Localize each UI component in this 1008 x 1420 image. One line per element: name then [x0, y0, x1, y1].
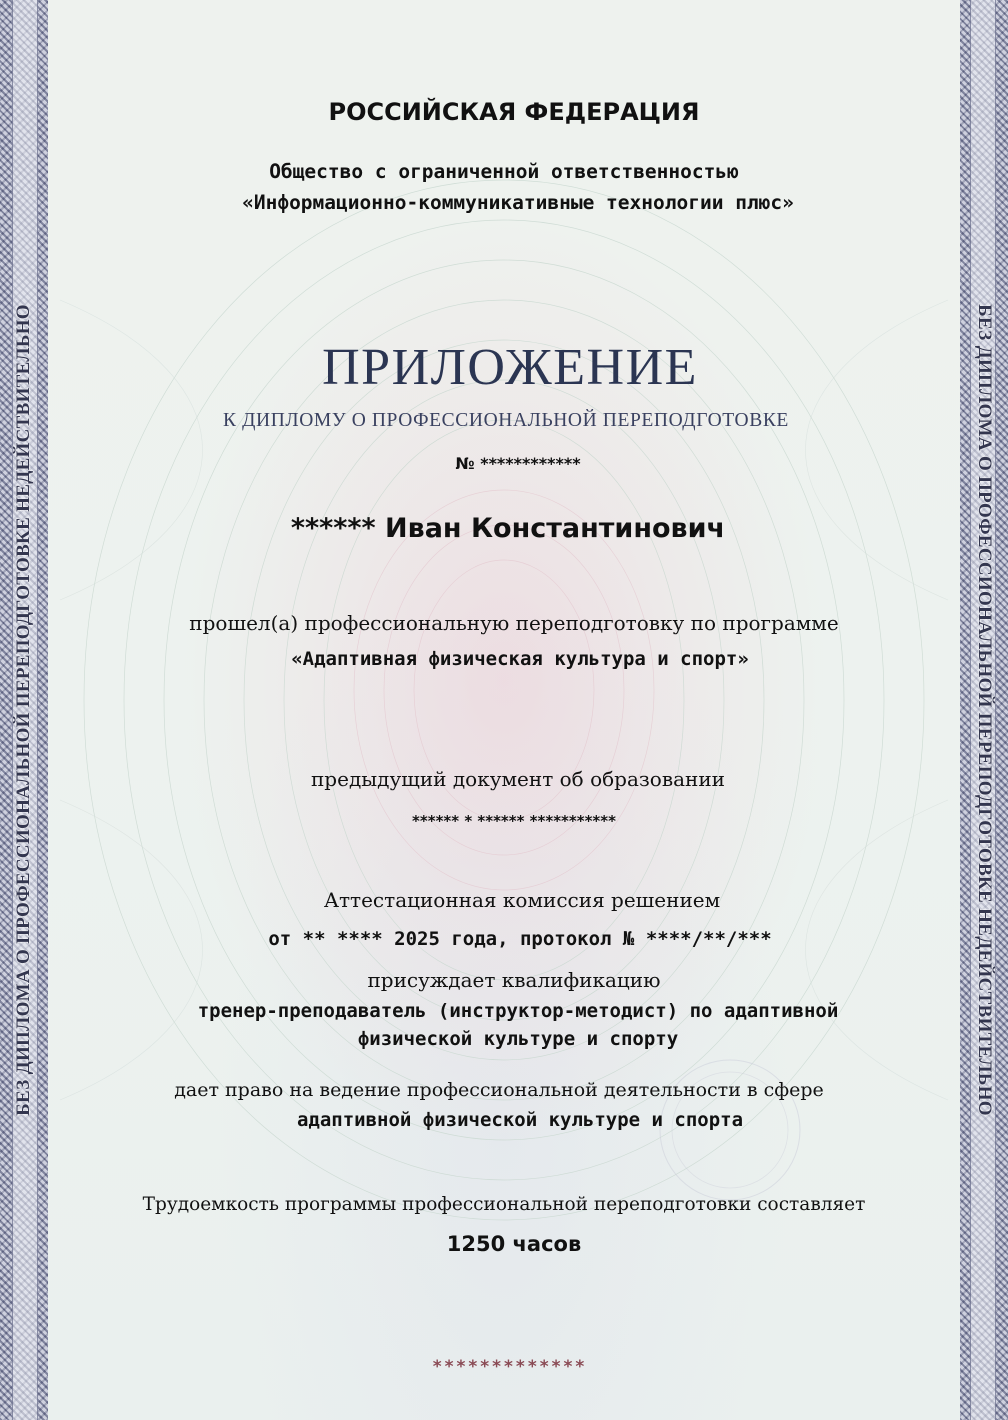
- program-name: «Адаптивная физическая культура и спорт»: [291, 648, 749, 670]
- labor-intensity-label: Трудоемкость программы профессиональной переподготовки составляет: [142, 1194, 866, 1215]
- qualification-award-label: присуждает квалификацию: [367, 968, 661, 992]
- commission-decision: от ** **** 2025 года, протокол № ****/**/***: [268, 928, 772, 950]
- organization-line-1: Общество с ограниченной ответственностью: [269, 160, 739, 183]
- right-border-text: БЕЗ ДИПЛОМА О ПРОФЕССИОНАЛЬНОЙ ПЕРЕПОДГОТОВКЕ НЕДЕЙСТВИТЕЛЬНО: [974, 304, 995, 1116]
- commission-label: Аттестационная комиссия решением: [323, 888, 721, 912]
- rights-sphere: адаптивной физической культуре и спорта: [296, 1109, 744, 1131]
- country-heading: РОССИЙСКАЯ ФЕДЕРАЦИЯ: [328, 98, 700, 126]
- qualification-line-1: тренер-преподаватель (инструктор-методист) по адаптивной: [197, 1000, 839, 1022]
- qualification-line-2: физической культуре и спорту: [357, 1028, 679, 1050]
- document-title: ПРИЛОЖЕНИЕ: [322, 339, 698, 396]
- document-number: № ************: [455, 454, 581, 473]
- holder-name: ****** Иван Константинович: [290, 513, 726, 544]
- rights-label: дает право на ведение профессиональной деятельности в сфере: [174, 1079, 824, 1101]
- previous-document-value: ****** * ****** ***********: [412, 812, 616, 830]
- registration-number: *************: [432, 1357, 588, 1377]
- left-border-text: БЕЗ ДИПЛОМА О ПРОФЕССИОНАЛЬНОЙ ПЕРЕПОДГОТОВКЕ НЕДЕЙСТВИТЕЛЬНО: [13, 304, 34, 1116]
- program-hours: 1250 часов: [446, 1232, 582, 1256]
- organization-line-2: «Информационно-коммуникативные технологии плюс»: [242, 191, 794, 214]
- program-label: прошел(а) профессиональную переподготовку по программе: [189, 611, 839, 635]
- document-subtitle: К ДИПЛОМУ О ПРОФЕССИОНАЛЬНОЙ ПЕРЕПОДГОТОВКЕ: [223, 410, 789, 431]
- previous-document-label: предыдущий документ об образовании: [310, 767, 726, 791]
